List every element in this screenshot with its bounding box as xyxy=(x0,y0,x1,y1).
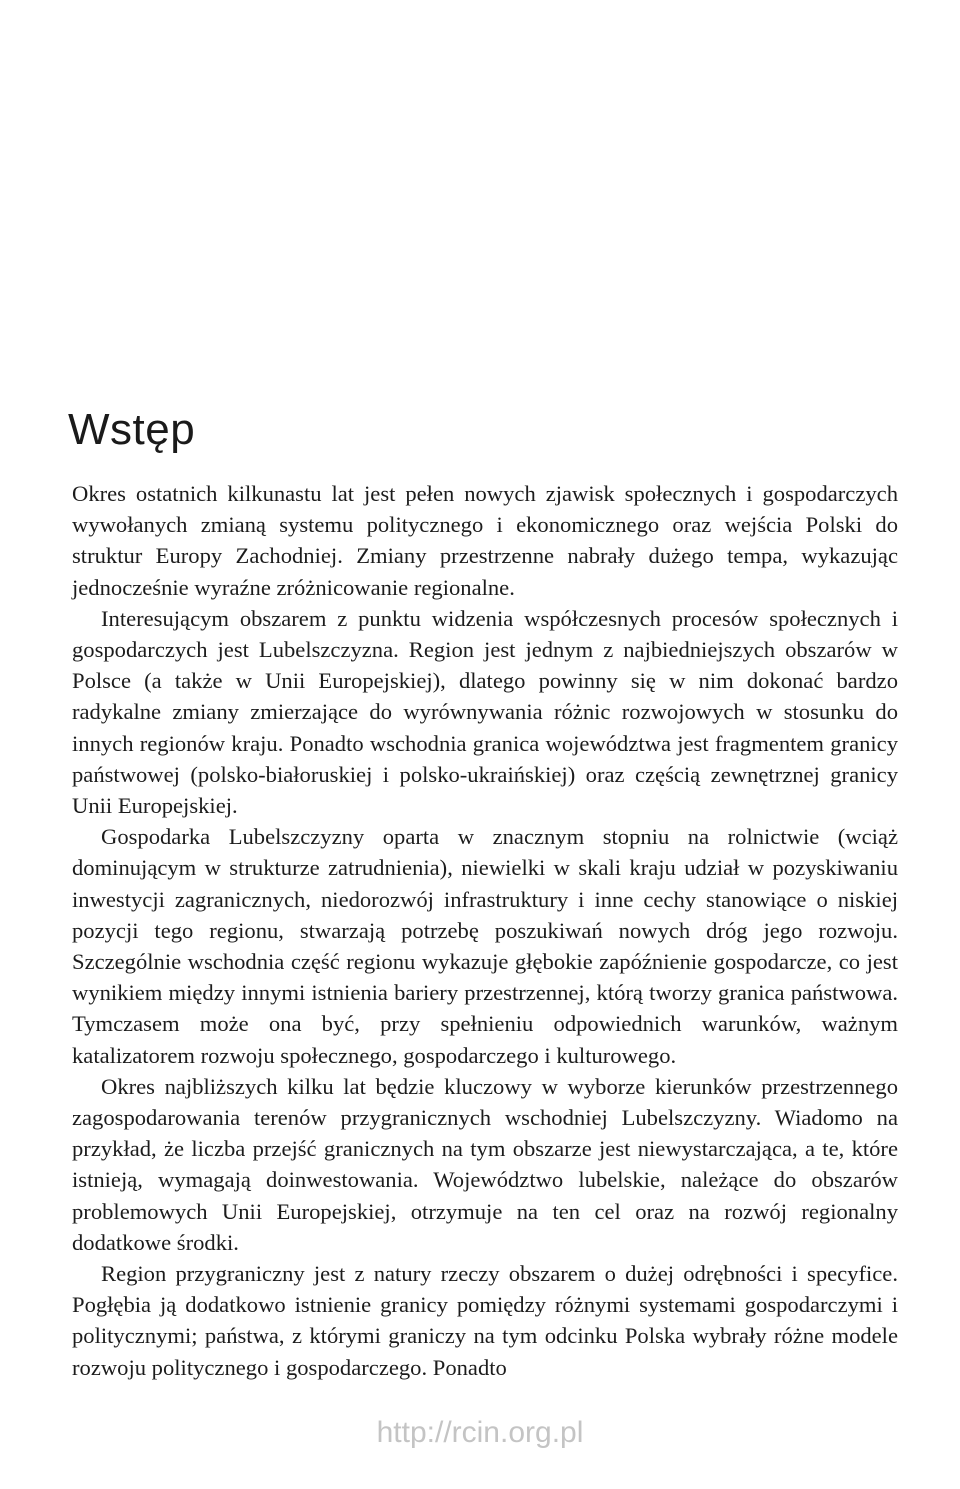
source-watermark-url: http://rcin.org.pl xyxy=(376,1416,584,1449)
page-title: Wstęp xyxy=(68,405,196,454)
body-text xyxy=(72,478,898,1383)
paragraph-3: Gospodarka Lubelszczyzny oparta w znacznym stopniu na rolnictwie (wciąż dominującym w strukturze zatrudnienia), niewielki w skali kraju udział w pozyskiwaniu inwestycji zagranicznych, niedorozwój infrastruktury i inne cechy stanowiące o niskiej pozycji tego regionu, stwarzają potrzebę poszukiwań nowych dróg jego rozwoju. Szczególnie wschodnia część regionu wykazuje głębokie zapóźnienie gospodarcze, co jest wynikiem między innymi istnienia bariery przestrzennej, którą tworzy granica państwowa. Tymczasem może ona być, przy spełnieniu odpowiednich warunków, ważnym katalizatorem rozwoju społecznego, gospodarczego i kulturowego. xyxy=(72,824,898,1068)
paragraph-4: Okres najbliższych kilku lat będzie kluczowy w wyborze kierunków przestrzennego zagospodarowania terenów przygranicznych wschodniej Lubelszczyzny. Wiadomo na przykład, że liczba przejść granicznych na tym obszarze jest niewystarczająca, a te, które istnieją, wymagają doinwestowania. Województwo lubelskie, należące do obszarów problemowych Unii Europejskiej, otrzymuje na ten cel oraz na rozwój regionalny dodatkowe środki. xyxy=(72,1073,898,1255)
paragraph-5: Region przygraniczny jest z natury rzeczy obszarem o dużej odrębności i specyfice. Pogłębia ją dodatkowo istnienie granicy pomiędzy różnymi systemami gospodarczymi i politycznymi; państwa, z którymi graniczy na tym odcinku Polska wybrały różne modele rozwoju politycznego i gospodarczego. Ponadto xyxy=(72,1261,898,1380)
paragraph-1: Okres ostatnich kilkunastu lat jest pełen nowych zjawisk społecznych i gospodarczych wywołanych zmianą systemu politycznego i ekonomicznego oraz wejścia Polski do struktur Europy Zachodniej. Zmiany przestrzenne nabrały dużego tempa, wykazując jednocześnie wyraźne zróżnicowanie regionalne. xyxy=(72,481,898,600)
paragraph-2: Interesującym obszarem z punktu widzenia współczesnych procesów społecznych i gospodarczych jest Lubelszczyzna. Region jest jednym z najbiedniejszych obszarów w Polsce (a także w Unii Europejskiej), dlatego powinny się w nim dokonać bardzo radykalne zmiany zmierzające do wyrównywania różnic rozwojowych w stosunku do innych regionów kraju. Ponadto wschodnia granica województwa jest fragmentem granicy państwowej (polsko-białoruskiej i polsko-ukraińskiej) oraz częścią zewnętrznej granicy Unii Europejskiej. xyxy=(72,605,898,819)
